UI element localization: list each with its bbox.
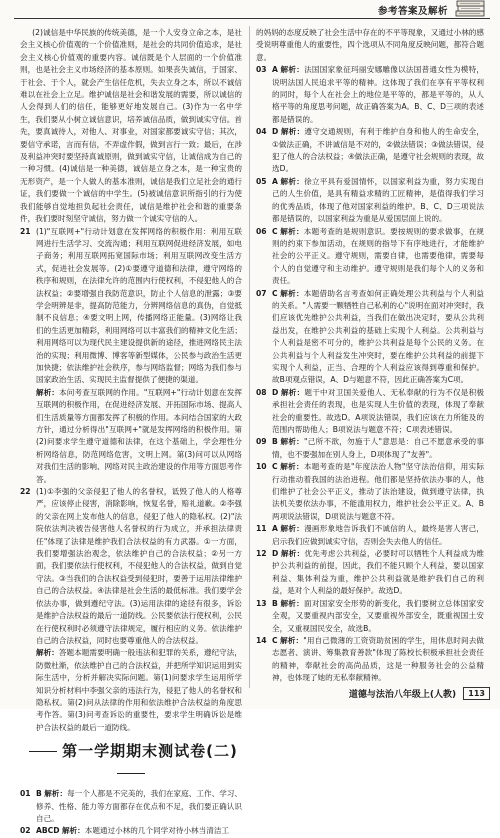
question-number: 10 [256, 462, 267, 472]
answer-text: (1)①李强的父亲侵犯了他人的名誉权，诋毁了他人的人格尊严，应该停止侵害，消除影响，恢复名誉，赔礼道歉。②李强的父亲在网上发布他人的信息，侵犯了他人的隐私权。(2)"法院依法判决被告侵害他人名誉权的行为成立，并承担法律责任"体现了法律是维护我们合法权益的有力武器。①一方面，我们要增强法治观念，依法维护自己的合法权益；②另一方面，我们要依法行使权利，不侵犯他人的合法权益，做到自觉守法。③当我们的合法权益受到侵犯时，要善于运用法律维护自己的合法权益。④法律是社会生活的最低标准。我们要学会依法办事，做到遵纪守法。(3)运用法律的途径有很多，诉讼是维护合法权益的最后一道防线。公民要依法行使权利，公民在行使权利时必须遵守法律规定，履行相应的义务。依法维护自己的合法权益，同时也要尊重他人的合法权益。 [36, 487, 242, 645]
answer-text: (1)"互联网+"行动计划意在发挥网络的积极作用：利用互联网进行生活学习、交流沟通；利用互联网促进经济发展，如电子商务；利用互联网拓宽国际市场；利用互联网改变生活方式，促进社会发展等。(2)①要遵守道德和法律，遵守网络的秩序和规则，在法律允许的范围内行使权利，不侵犯他人的合法权益；②要增强自我防范意识，防止个人信息的泄露；③要学会明辨是非，提高防范能力，分辨网络信息的真伪，自觉抵制不良信息；④要文明上网，传播网络正能量。(3)网络让我们的生活更加精彩，利用网络可以丰富我们的精神文化生活；利用网络可以为现代民主建设提供新的途径，推进网络民主法治的实现；利用微博、博客等新型媒体，公民参与政治生活更加快捷；依法维护社会秩序，参与网络监督；网络为我们参与国家政治生活、实现民主监督提供了便捷的渠道。 [36, 226, 242, 385]
header-rule [14, 18, 490, 19]
answer-item-05 [256, 176, 484, 226]
question-number: 06 [256, 226, 267, 236]
question-number: 21 [20, 226, 31, 236]
question-number: 02 [20, 826, 31, 836]
explanation-text: 面对国家安全形势的新变化，我们要树立总体国家安全观，又要重视内部安全，又要重视外部安全，既重视国土安全，又重视国民安全，故选B。 [272, 598, 485, 633]
explanation-text: 漫画形象地告诉我们不诚信的人，最终是害人害己，启示我们应做到诚实守信，否则会失去他人的信任。 [272, 524, 485, 546]
answer-choice: D [272, 549, 279, 559]
answer-text-q20: (2)诚信是中华民族的传统美德，是一个人安身立命之本，是社会主义核心价值观的一个价值准则，是社会的共同价值追求，是社会主义核心价值观的重要内容。诚信既是个人层面的一个价值准则，也是社会主义市场经济的基本原则。如果丧失诚信，于国家、于社会、于个人，就会产生信任危机，失去立身之本，所以不诚信难以在社会上立足。维护诚信是社会和谐发展的需要，所以诚信的人会得到人们的信任，能够更好地发展自己。(3)作为一名中学生，我们要从小树立诚信意识，培养诚信品质，做到诚实守信。首先，要真诚待人，对他人、对事业，对国家都要诚实守信；其次，要信守承诺，言而有信，不弄虚作假，做到言行一致；最后，在涉及利益冲突时要坚持真诚原则，做到诚实守信，让诚信成为自己的一种习惯。(4)诚信是一种美德，诚信是立身之本，是一种宝贵的无形资产，是一个人做人的基本准则，诚信是我们立足社会的通行证，我们要做一个诚信的中学生。(5)被诚信意识所指引的行为使我们能够自觉地担负起社会责任，诚信是维护社会和谐的重要条件，我们要时刻坚守诚信，努力做一个诚实守信的人。 [20, 28, 242, 224]
question-number: 03 [256, 65, 267, 75]
page-footer [349, 687, 490, 703]
answer-choice: C [272, 635, 278, 645]
question-number: 01 [20, 789, 31, 799]
answer-choice: A [272, 524, 278, 534]
answer-item-13 [256, 598, 484, 635]
answer-item-04 [256, 126, 484, 176]
answer-choice: B [272, 598, 278, 608]
explanation-label: 解析： [44, 789, 68, 799]
explanation-label: 解析： [280, 462, 304, 472]
answer-choice: B [272, 437, 278, 447]
answer-item-q22 [20, 486, 242, 647]
answer-item-03 [256, 64, 484, 126]
question-number: 12 [256, 549, 267, 559]
explanation-label: 解析： [36, 387, 60, 397]
explanation-label: 解析： [280, 387, 305, 397]
question-number: 08 [256, 387, 267, 397]
answer-item-q21 [20, 226, 242, 387]
answer-choice: C [272, 226, 278, 236]
question-number: 07 [256, 288, 267, 298]
page-number: 113 [463, 687, 490, 700]
right-column [256, 27, 484, 685]
title-rule-right [117, 773, 145, 774]
answer-text-continued: 的妈妈的态度反映了社会生活中存在的不平等现象，又通过小林的感受说明尊重他人的重要性，四个选项从不同角度反映问题，都符合题意。 [256, 28, 484, 62]
explanation-text: 本题考查的是规则意识。要按规则的要求做事，在规则的约束下参加活动，在规则的指导下有序地进行，才能维护社会的公平正义。遵守规则，需要自律，也需要他律，需要每个人的自觉遵守和主动维护。遵守规则是我们每个人的义务和责任。 [272, 226, 485, 286]
answer-item-11 [256, 523, 484, 548]
explanation-text: 本题考查的是"年度法治人物"坚守法治信仰，用实际行动推动着我国的法治进程。他们都是坚持依法办事的人，他们维护了社会公平正义，推动了法治建设，做到遵守法律，执法机关要依法办事，不能滥用权力，维护社会公平正义。A、B两项说法错误，D项说法与题意不符。 [272, 462, 484, 521]
explanation-text: 遵守交通规则，有利于维护自身和他人的生命安全，①做法正确，不讲诚信是不对的，②做法错误；③做法错误，侵犯了他人的合法权益；④做法正确，是遵守社会规则的表现，故选D。 [272, 127, 485, 174]
question-number: 22 [20, 487, 31, 497]
explanation-text: "用自己微薄的工资资助贫困的学生，用休息时间去做志愿者、演讲、筹集教育善款"体现了陈校长积极承担社会责任的精神，奉献社会的高尚品质，这是一种服务社会的公益精神，也体现了她的无私奉献精神。 [272, 635, 484, 683]
question-number: 14 [256, 635, 267, 645]
question-number: 11 [256, 524, 267, 534]
section-title-text: 第一学期期末测试卷(二) [62, 742, 238, 761]
question-number: 09 [256, 437, 267, 447]
left-column [20, 27, 242, 838]
question-number: 05 [256, 176, 267, 186]
explanation-text: 题干中对卫国关爱他人、无私奉献的行为不仅是积极承担社会责任的表现，也是实现人生价值的表现，体现了奉献社会的重要性。故选D。A项说法错误，我们应该在力所能及的范围内帮助他人；B项说法与题意不符；C项表述错误。 [272, 387, 485, 434]
explanation-text: 答题本题需要明确一般违法和犯罪的关系，遵纪守法，防微杜渐，依法维护自己的合法权益，并把所学知识运用到实际生活中，分析并解决实际问题。第(1)问要求学生运用所学知识分析材料中李强父亲的违法行为，侵犯了他人的名誉权和隐私权。第(2)问从法律的作用和依法维护合法权益的角度思考作答。第(3)问考查诉讼的重要性，要求学生明确诉讼是维护合法权益的最后一道防线。 [36, 648, 243, 732]
explanation-text: 本题通过小林的几个同学对待小林当清洁工 [84, 826, 230, 836]
answer-choice: D [272, 387, 279, 397]
answer-choice: C [272, 288, 278, 298]
question-number: 04 [256, 127, 267, 137]
explanation-label: 解析： [280, 127, 305, 137]
explanation-label: 解析： [280, 65, 305, 75]
explanation-label: 解析： [280, 226, 304, 236]
answer-choice: ABCD [36, 826, 60, 836]
explanation-label: 解析： [280, 635, 304, 645]
explanation-text: 徐立平具有爱国情怀，以国家利益为重，努力实现自己的人生价值，是具有精益求精的工匠精神，是值得我们学习的优秀品质，体现了他对国家利益的维护。B、C、D三项说法都是错误的，以国家利益为重是从爱国层面上说的。 [272, 176, 485, 224]
explanation-label: 解析： [280, 598, 304, 608]
answer-choice: A [272, 65, 278, 75]
explanation-label: 解析： [280, 176, 305, 186]
answer-choice: B [36, 789, 42, 799]
answer-choice: A [272, 176, 278, 186]
footer-book-title: 道德与法治八年级上(人教) [348, 690, 457, 700]
explanation-q22 [20, 647, 242, 734]
question-number: 13 [256, 598, 267, 608]
answer-item-10 [256, 461, 484, 523]
answer-item-08 [256, 387, 484, 437]
answer-item-09 [256, 436, 484, 461]
explanation-label: 解析： [280, 549, 305, 559]
answer-item-01 [20, 788, 242, 825]
explanation-text: 每一个人都是不完美的，我们在家庭、工作、学习、修养、性格、能力等方面都存在优点和不足，我们要正确认识自己。 [36, 789, 243, 823]
explanation-label: 解析： [36, 648, 59, 658]
page-header [14, 0, 490, 22]
header-title: 参考答案及解析 [377, 6, 448, 17]
explanation-label: 解析： [280, 437, 305, 447]
section-title [20, 740, 242, 784]
explanation-text: 优先考虑公共利益，必要时可以牺牲个人利益成为维护公共利益的前提，因此，我们不能只顾个人利益，要以国家利益、集体利益为重，维护公共利益就是维护我们自己的利益，是对个人利益的最好保护。故选D。 [272, 549, 485, 596]
explanation-label: 解析： [61, 826, 85, 836]
explanation-text: "己所不欲，勿施于人"意思是：自己不愿意承受的事情，也不要强加在别人身上，D项体现了"友善"。 [272, 437, 484, 459]
title-rule-left [29, 751, 57, 752]
explanation-text: 法国国家象征玛丽安娜雕像以法国普通女性为模特，说明法国人民追求平等的精神。这体现了我们在享有平等权利的同时，每个人在社会上的地位是平等的，都是平等的，从人格平等的角度思考问题，故正确答案为A。B、C、D三项的表述都是错误的。 [272, 65, 485, 124]
answer-item-06 [256, 226, 484, 288]
answer-item-07 [256, 288, 484, 387]
explanation-label: 解析： [280, 288, 304, 298]
answer-choice: C [272, 462, 278, 472]
book-stack-icon [454, 0, 488, 18]
answer-item-12 [256, 548, 484, 598]
column-divider [249, 26, 250, 688]
answer-choice: D [272, 127, 279, 137]
explanation-text: 本题借助名言考查如何正确处理公共利益与个人利益的关系。"人需要一颗牺牲自己私利的心"说明在面对冲突时，我们应该优先维护公共利益，当我们在做出决定时，要从公共利益出发，在维护公共利益的基础上实现个人利益。公共利益与个人利益是密不可分的，维护公共利益是每个公民的义务。在公共利益与个人利益发生冲突时，要在维护公共利益的前提下实现个人利益，正当、合理的个人利益应该得到尊重和保护。故B项观点错误，A、D与题意不符，因此正确答案为C项。 [272, 288, 485, 385]
explanation-text: 本问考查互联网的作用。"互联网+"行动计划意在发挥互联网的积极作用，在促进经济发展、开拓国际市场、提高人们生活质量等方面都发挥了积极的作用。本问结合国家的大政方针，通过分析得出"互联网+"就是发挥网络的积极作用。第(2)问要求学生遵守道德和法律，在这个基础上，学会理性分析网络信息，防范网络危害，文明上网。第(3)问可以从网络对我们生活的影响、网络对民主政治建设的作用等方面思考作答。 [36, 387, 242, 484]
explanation-label: 解析： [280, 524, 305, 534]
answer-item-14 [256, 635, 484, 685]
answer-item-02 [20, 825, 242, 837]
explanation-q21 [20, 387, 242, 486]
